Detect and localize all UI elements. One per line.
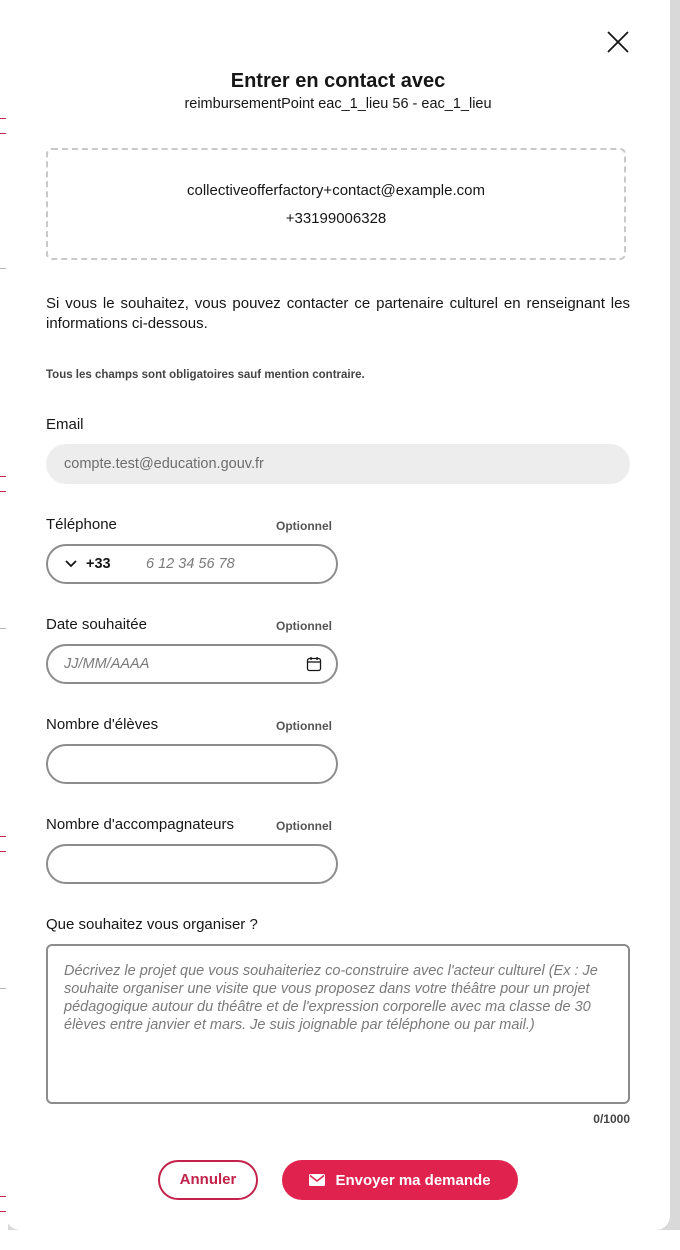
description-textarea[interactable]: Décrivez le projet que vous souhaiteriez co-construire avec l'acteur culturel (Ex : Je souhaite organiser une visite que vous proposez dans votre théâtre pour un projet pédagogique autour du théâtre et de l'expression corporelle avec ma classe de 30 élèves entre janvier et mars. Je suis joignable par téléphone ou par mail.) (46, 944, 630, 1104)
character-counter: 0/1000 (593, 1112, 630, 1126)
modal-title: Entrer en contact avec (230, 70, 446, 92)
students-label: Nombre d'élèves (46, 716, 159, 733)
calendar-icon[interactable] (306, 656, 322, 672)
mandatory-notice: Tous les champs sont obligatoires sauf mention contraire. (46, 369, 365, 381)
phone-field[interactable] (46, 544, 338, 584)
close-icon (604, 28, 632, 56)
country-code: +33 (86, 556, 111, 572)
email-label: Email (46, 416, 84, 433)
send-request-button[interactable] (282, 1160, 518, 1200)
companions-label: Nombre d'accompagnateurs (46, 816, 234, 833)
date-field[interactable] (46, 644, 338, 684)
mail-icon (309, 1174, 325, 1186)
send-request-label: Envoyer ma demande (335, 1171, 491, 1189)
email-field[interactable]: compte.test@education.gouv.fr (46, 444, 630, 484)
country-code-select[interactable] (64, 546, 111, 582)
date-optional-tag: Optionnel (276, 619, 332, 633)
date-input[interactable]: JJ/MM/AAAA (64, 656, 150, 672)
chevron-down-icon (64, 559, 78, 569)
cancel-button[interactable]: Annuler (158, 1160, 258, 1200)
phone-optional-tag: Optionnel (276, 519, 332, 533)
contact-modal (6, 0, 670, 1230)
contact-phone: +33199006328 (285, 210, 387, 227)
companions-optional-tag: Optionnel (276, 819, 332, 833)
phone-label: Téléphone (46, 516, 117, 533)
intro-text: Si vous le souhaitez, vous pouvez contacter ce partenaire culturel en renseignant les informations ci-dessous. (46, 295, 630, 332)
students-input[interactable] (46, 744, 338, 784)
date-label: Date souhaitée (46, 616, 147, 633)
description-label: Que souhaitez vous organiser ? (46, 916, 258, 933)
companions-input[interactable] (46, 844, 338, 884)
page-bottom-strip (0, 1230, 680, 1250)
contact-email: collectiveofferfactory+contact@example.com (186, 182, 485, 199)
contact-info-box (46, 148, 626, 260)
close-button[interactable] (604, 28, 632, 56)
phone-input[interactable]: 6 12 34 56 78 (146, 556, 235, 572)
students-optional-tag: Optionnel (276, 719, 332, 733)
modal-subtitle: reimbursementPoint eac_1_lieu 56 - eac_1_lieu (184, 96, 492, 112)
